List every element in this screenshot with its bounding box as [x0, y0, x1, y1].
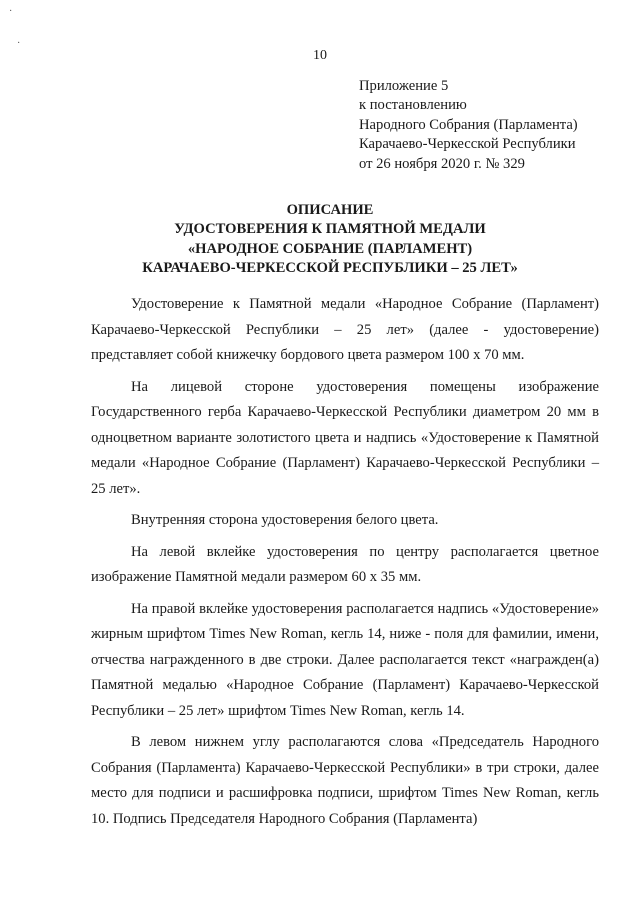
paragraph: На лицевой стороне удостоверения помещены изображение Государственного герба Карачаево-Черкесской Республики диаметром 20 мм в одноцветном варианте золотистого цвета и надпись «Удостоверение к Памятной медали «Народное Собрание (Парламент) Карачаево-Черкесской Республики – 25 лет». [91, 378, 599, 497]
title-line: ОПИСАНИЕ [286, 202, 374, 218]
title-line: КАРАЧАЕВО-ЧЕРКЕССКОЙ РЕСПУБЛИКИ – 25 ЛЕТ» [142, 260, 518, 277]
appendix-line: от 26 ноября 2020 г. № 329 [359, 155, 525, 172]
appendix-line: Карачаево-Черкесской Республики [359, 136, 576, 153]
title-line: УДОСТОВЕРЕНИЯ К ПАМЯТНОЙ МЕДАЛИ [174, 221, 486, 238]
appendix-line: к постановлению [359, 97, 467, 114]
title-line: «НАРОДНОЕ СОБРАНИЕ (ПАРЛАМЕНТ) [187, 240, 473, 257]
paragraph: На правой вклейке удостоверения располагается надпись «Удостоверение» жирным шрифтом Times New Roman, кегль 14, ниже - поля для фамилии, имени, отчества награжденного в две строки. Далее располагается текст «награжден(а) Памятной медалью «Народное Собрание (Парламент) Карачаево-Черкесской Республики – 25 лет» шрифтом Times New Roman, кегль 14. [91, 600, 599, 719]
appendix-line: Народного Собрания (Парламента) [359, 116, 578, 133]
scan-mark: · [9, 6, 13, 17]
appendix-line: Приложение 5 [359, 78, 449, 94]
paragraph: Удостоверение к Памятной медали «Народное Собрание (Парламент) Карачаево-Черкесской Республики – 25 лет» (далее - удостоверение) представляет собой книжечку бордового цвета размером 100 х 70 мм. [91, 296, 599, 363]
appendix-block [359, 77, 629, 174]
paragraph: На левой вклейке удостоверения по центру располагается цветное изображение Памятной медали размером 60 х 35 мм. [91, 543, 599, 585]
scan-mark: · [17, 38, 21, 49]
page-number: 10 [313, 48, 327, 63]
paragraph: Внутренняя сторона удостоверения белого цвета. [131, 512, 439, 528]
document-body [91, 292, 599, 832]
document-title [60, 201, 600, 279]
paragraph: В левом нижнем углу располагаются слова «Председатель Народного Собрания (Парламента) Карачаево-Черкесской Республики» в три строки, далее место для подписи и расшифровка подписи, шрифтом Times New Roman, кегль 10. Подпись Председателя Народного Собрания (Парламента) [91, 734, 599, 827]
